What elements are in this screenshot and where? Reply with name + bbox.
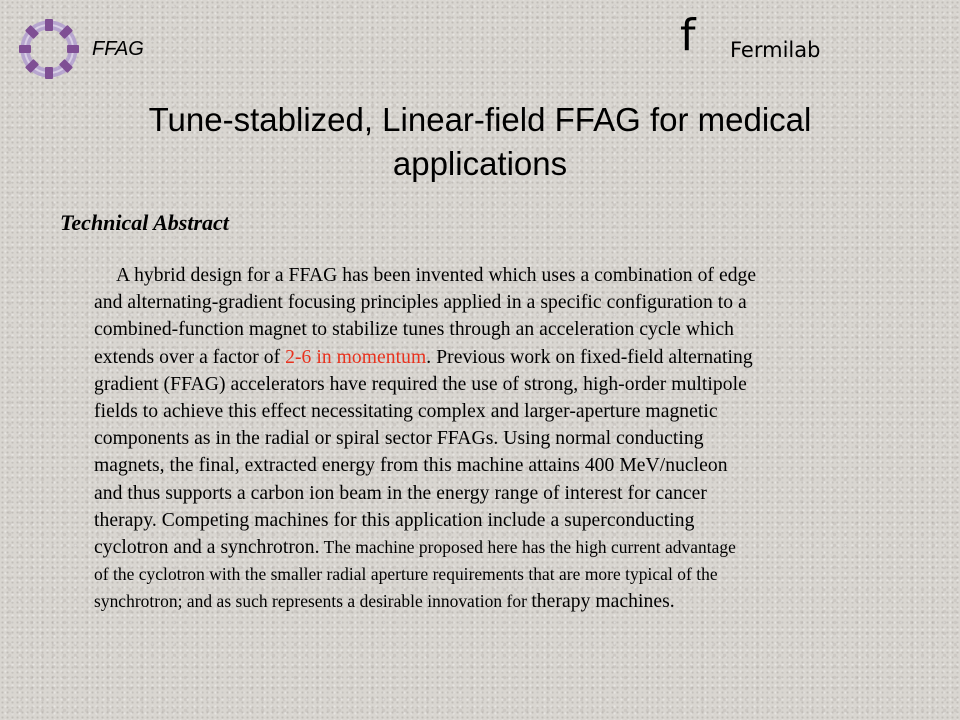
- abstract-line: therapy. Competing machines for this application include a superconducting: [94, 509, 695, 531]
- ffag-ring-logo-icon: [16, 16, 82, 82]
- momentum-highlight: 2-6 in momentum: [285, 346, 427, 368]
- abstract-text: . Previous work on fixed-field alternating: [426, 346, 753, 368]
- abstract-line: components as in the radial or spiral sector FFAGs. Using normal conducting: [94, 428, 704, 450]
- abstract-line: fields to achieve this effect necessitating complex and larger-aperture magnetic: [94, 401, 718, 423]
- fermilab-label: Fermilab: [730, 38, 821, 62]
- abstract-line: [94, 344, 934, 371]
- title-line-1: Tune-stablized, Linear-field FFAG for medical: [148, 101, 812, 138]
- abstract-line: [94, 588, 934, 615]
- fermilab-logo-icon: f: [680, 10, 696, 61]
- abstract-text: synchrotron; and as such represents a desirable innovation for: [94, 591, 532, 612]
- abstract-line: combined-function magnet to stabilize tunes through an acceleration cycle which: [94, 319, 734, 341]
- title-line-2: applications: [392, 145, 568, 182]
- abstract-line: [94, 534, 934, 561]
- section-heading: Technical Abstract: [60, 210, 229, 235]
- abstract-line: magnets, the final, extracted energy from this machine attains 400 MeV/nucleon: [94, 455, 728, 477]
- abstract-text: cyclotron and a synchrotron.: [94, 537, 320, 559]
- abstract-text: extends over a factor of: [94, 346, 286, 368]
- abstract-body: [94, 262, 934, 616]
- abstract-line: A hybrid design for a FFAG has been invented which uses a combination of edge: [116, 265, 757, 286]
- abstract-text: The machine proposed here has the high current advantage: [319, 537, 736, 558]
- header-ffag-label: FFAG: [92, 38, 144, 60]
- abstract-line: gradient (FFAG) accelerators have required the use of strong, high-order multipole: [94, 373, 747, 395]
- page-title: [60, 98, 900, 186]
- abstract-line: and alternating-gradient focusing principles applied in a specific configuration to a: [94, 292, 747, 314]
- abstract-text: therapy machines.: [531, 591, 675, 613]
- abstract-line: of the cyclotron with the smaller radial aperture requirements that are more typical of the: [94, 564, 718, 585]
- abstract-line: and thus supports a carbon ion beam in the energy range of interest for cancer: [94, 482, 707, 504]
